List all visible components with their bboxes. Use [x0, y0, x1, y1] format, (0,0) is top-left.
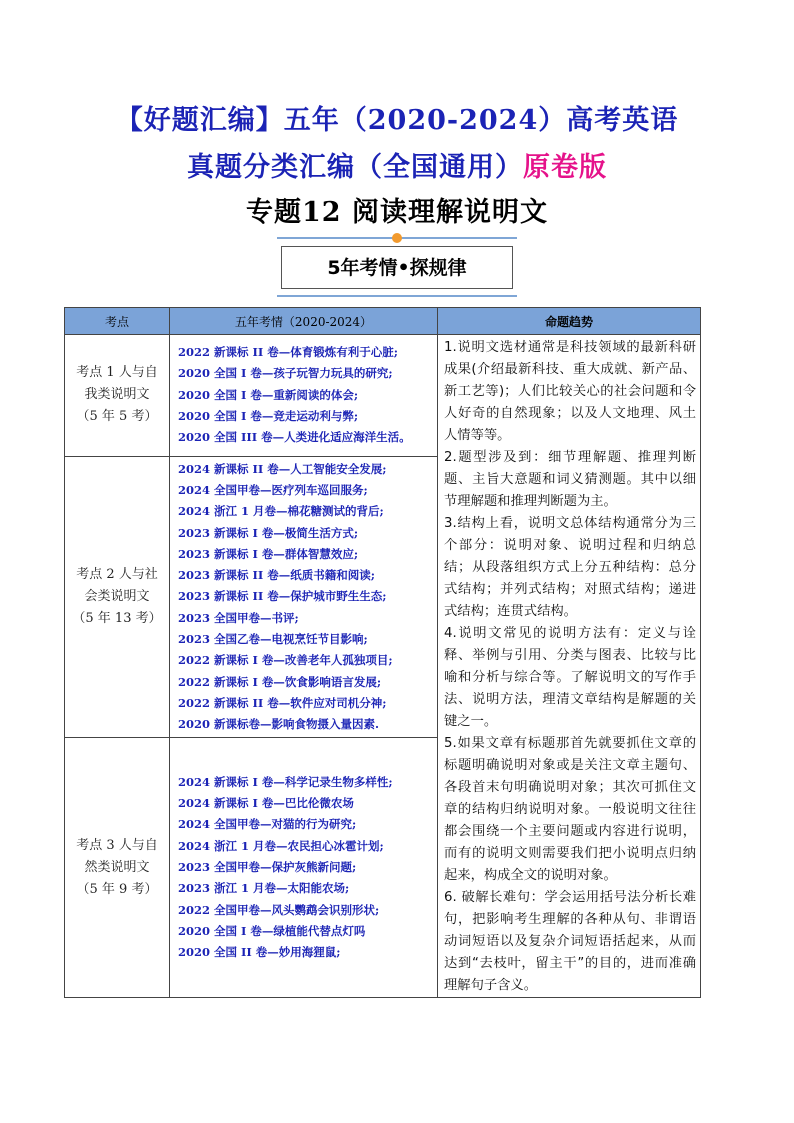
topic-name-cont: 会类说明文 — [84, 589, 150, 605]
header-trend: 命题趋势 — [438, 308, 701, 335]
topic-count: （5 年 5 考） — [76, 409, 158, 425]
list-item: 2024 全国甲卷—对猫的行为研究; — [178, 817, 357, 832]
table-header-row — [65, 308, 701, 335]
trend-paragraph: 1.说明文选材通常是科技领域的最新科研成果(介绍最新科技、重大成就、新产品、新工艺等)；人们比较关心的社会问题和令人好奇的自然现象；以及人文地理、风土人情等等。 — [444, 340, 696, 443]
list-item: 2020 全国 I 卷—绿植能代替点灯吗 — [178, 923, 366, 938]
topic-name: 考点 3 人与自 — [76, 837, 158, 853]
history-cell — [170, 456, 438, 738]
topic-cell — [65, 335, 170, 457]
title-line-2-edition: 原卷版 — [523, 152, 607, 183]
list-item: 2022 新课标 II 卷—体育锻炼有利于心脏; — [178, 345, 399, 360]
header-history: 五年考情（2020-2024） — [170, 308, 438, 335]
banner-divider-bottom — [277, 295, 517, 297]
list-item: 2024 新课标 I 卷—巴比伦微农场 — [178, 796, 354, 811]
list-item: 2020 全国 I 卷—孩子玩智力玩具的研究; — [178, 366, 393, 381]
list-item: 2023 新课标 II 卷—纸质书籍和阅读; — [178, 568, 376, 583]
title-line-1: 【好题汇编】五年（2020-2024）高考英语 — [115, 105, 679, 136]
trend-cell — [438, 335, 701, 998]
section-banner: 5年考情•探规律 — [281, 246, 513, 289]
title-line-3: 专题12 阅读理解说明文 — [246, 197, 548, 228]
list-item: 2024 全国甲卷—医疗列车巡回服务; — [178, 482, 368, 497]
trend-paragraph: 3.结构上看，说明文总体结构通常分为三个部分：说明对象、说明过程和归纳总结；从段落组织方式上分五种结构：总分式结构；并列式结构；对照式结构；递进式结构；连贯式结构。 — [444, 516, 696, 619]
topic-cell — [65, 738, 170, 998]
trend-paragraph: 6. 破解长难句：学会运用括号法分析长难句，把影响考生理解的各种从句、非谓语动词短语以及复杂介词短语括起来，从而达到“去枝叶，留主干”的目的，进而准确理解句子含义。 — [444, 890, 696, 993]
list-item: 2023 全国甲卷—保护灰熊新问题; — [178, 860, 357, 875]
list-item: 2020 全国 I 卷—竞走运动利与弊; — [178, 408, 359, 423]
list-item: 2024 新课标 I 卷—科学记录生物多样性; — [178, 774, 393, 789]
topic-name-cont: 然类说明文 — [84, 859, 150, 875]
list-item: 2024 浙江 1 月卷—棉花糖测试的背后; — [178, 504, 384, 519]
trend-paragraph: 2.题型涉及到：细节理解题、推理判断题、主旨大意题和词义猜测题。其中以细节理解题和推理判断题为主。 — [444, 450, 696, 509]
header-topic: 考点 — [65, 308, 170, 335]
topic-count: （5 年 9 考） — [76, 881, 158, 897]
list-item: 2023 新课标 I 卷—极简生活方式; — [178, 525, 359, 540]
list-item: 2023 全国乙卷—电视烹饪节目影响; — [178, 631, 368, 646]
title-line-2 — [0, 145, 794, 184]
list-item: 2022 全国甲卷—风头鹦鹉会识别形状; — [178, 902, 380, 917]
banner-dot — [392, 233, 402, 243]
list-item: 2023 浙江 1 月卷—太阳能农场; — [178, 881, 350, 896]
trend-paragraph: 4.说明文常见的说明方法有：定义与诠释、举例与引用、分类与图表、比较与比喻和分析与综合等。了解说明文的写作手法、说明方法，理清文章结构是解题的关键之一。 — [444, 626, 696, 729]
list-item: 2022 新课标 II 卷—软件应对司机分神; — [178, 695, 387, 710]
topic-name: 考点 2 人与社 — [76, 567, 158, 583]
list-item: 2023 全国甲卷—书评; — [178, 610, 299, 625]
list-item: 2020 全国 II 卷—妙用海狸鼠; — [178, 945, 341, 960]
topic-name: 考点 1 人与自 — [76, 365, 158, 381]
history-cell — [170, 335, 438, 457]
list-item: 2020 新课标卷—影响食物摄入量因素. — [178, 717, 380, 732]
list-item: 2024 浙江 1 月卷—农民担心冰雹计划; — [178, 838, 384, 853]
list-item: 2024 新课标 II 卷—人工智能安全发展; — [178, 461, 387, 476]
topic-name-cont: 我类说明文 — [84, 387, 150, 403]
topic-cell — [65, 456, 170, 738]
title-line-2-main: 真题分类汇编（全国通用） — [187, 152, 523, 183]
list-item: 2022 新课标 I 卷—改善老年人孤独项目; — [178, 653, 393, 668]
history-cell — [170, 738, 438, 998]
list-item: 2020 全国 I 卷—重新阅读的体会; — [178, 387, 359, 402]
list-item: 2023 新课标 I 卷—群体智慧效应; — [178, 546, 359, 561]
table-row — [65, 335, 701, 457]
topic-count: （5 年 13 考） — [72, 611, 162, 627]
list-item: 2022 新课标 I 卷—饮食影响语言发展; — [178, 674, 382, 689]
list-item: 2023 新课标 II 卷—保护城市野生生态; — [178, 589, 387, 604]
trend-paragraph: 5.如果文章有标题那首先就要抓住文章的标题明确说明对象或是关注文章主题句、各段首末句明确说明对象；其次可抓住文章的结构归纳说明对象。一般说明文往往都会围绕一个主要问题或内容进行说明，而有的说明文则需要我们把小说明点归纳起来，构成全文的说明对象。 — [444, 736, 696, 883]
exam-table — [64, 307, 701, 998]
list-item: 2020 全国 III 卷—人类进化适应海洋生活。 — [178, 430, 411, 445]
